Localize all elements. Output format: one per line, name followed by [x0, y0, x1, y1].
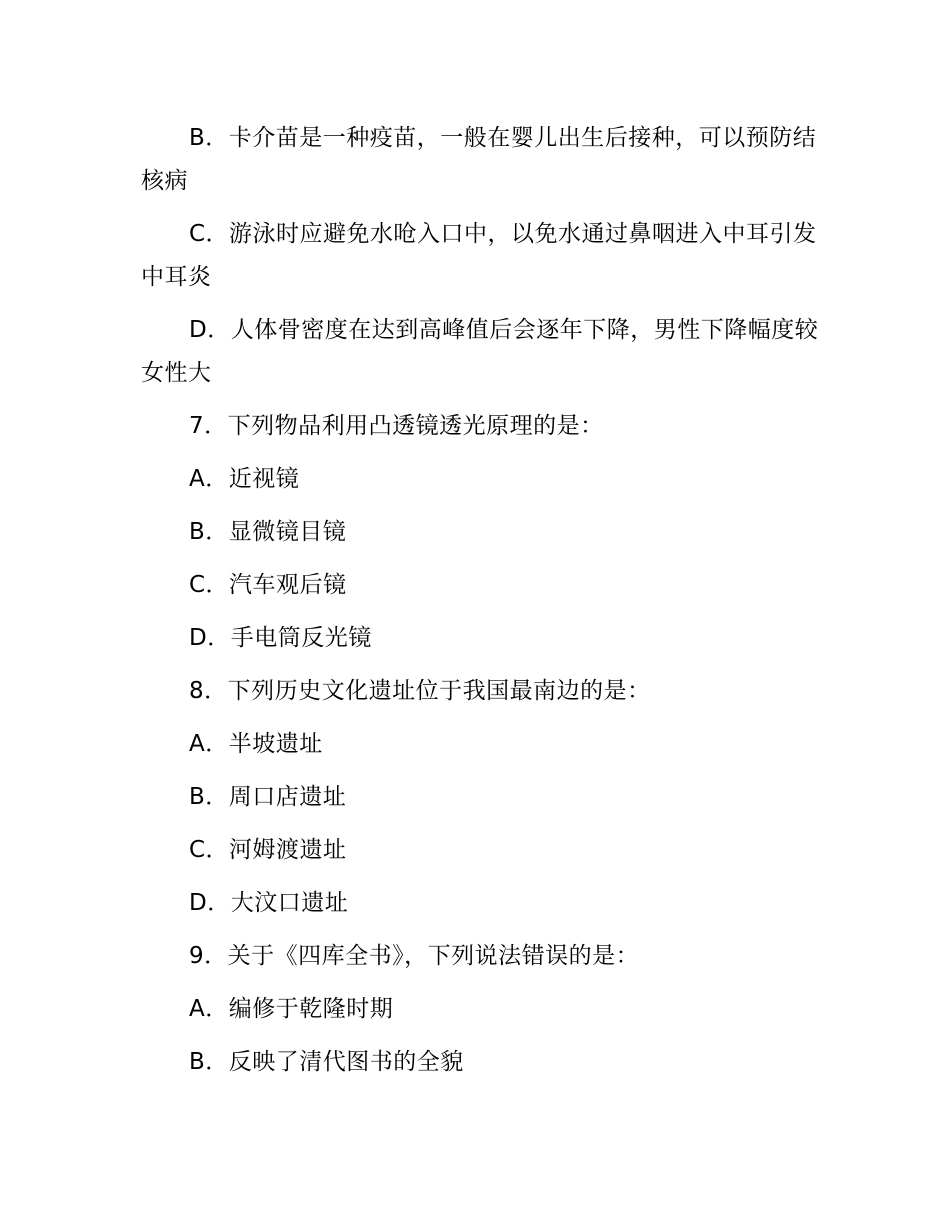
option-c-q6: C．游泳时应避免水呛入口中，以免水通过鼻咽进入中耳引发中耳炎 [141, 221, 817, 290]
document-body [141, 117, 821, 1094]
option-c-q8: C．河姆渡遗址 [189, 837, 347, 863]
question-7: 7．下列物品利用凸透镜透光原理的是： [189, 413, 604, 439]
option-b-q8: B．周口店遗址 [189, 784, 347, 810]
option-c-q7: C．汽车观后镜 [189, 572, 347, 598]
option-d-q6: D．人体骨密度在达到高峰值后会逐年下降，男性下降幅度较女性大 [141, 317, 819, 386]
option-b-q9: B．反映了清代图书的全貌 [189, 1049, 464, 1075]
option-a-q8: A．半坡遗址 [189, 731, 323, 757]
question-9: 9．关于《四库全书》，下列说法错误的是： [189, 943, 640, 969]
option-b-q6: B．卡介苗是一种疫苗，一般在婴儿出生后接种，可以预防结核病 [141, 125, 817, 194]
option-d-q8: D．大汶口遗址 [189, 890, 349, 916]
option-d-q7: D．手电筒反光镜 [189, 625, 372, 651]
question-8: 8．下列历史文化遗址位于我国最南边的是： [189, 678, 651, 704]
option-b-q7: B．显微镜目镜 [189, 519, 347, 545]
option-a-q9: A．编修于乾隆时期 [189, 996, 394, 1022]
option-a-q7: A．近视镜 [189, 466, 300, 492]
